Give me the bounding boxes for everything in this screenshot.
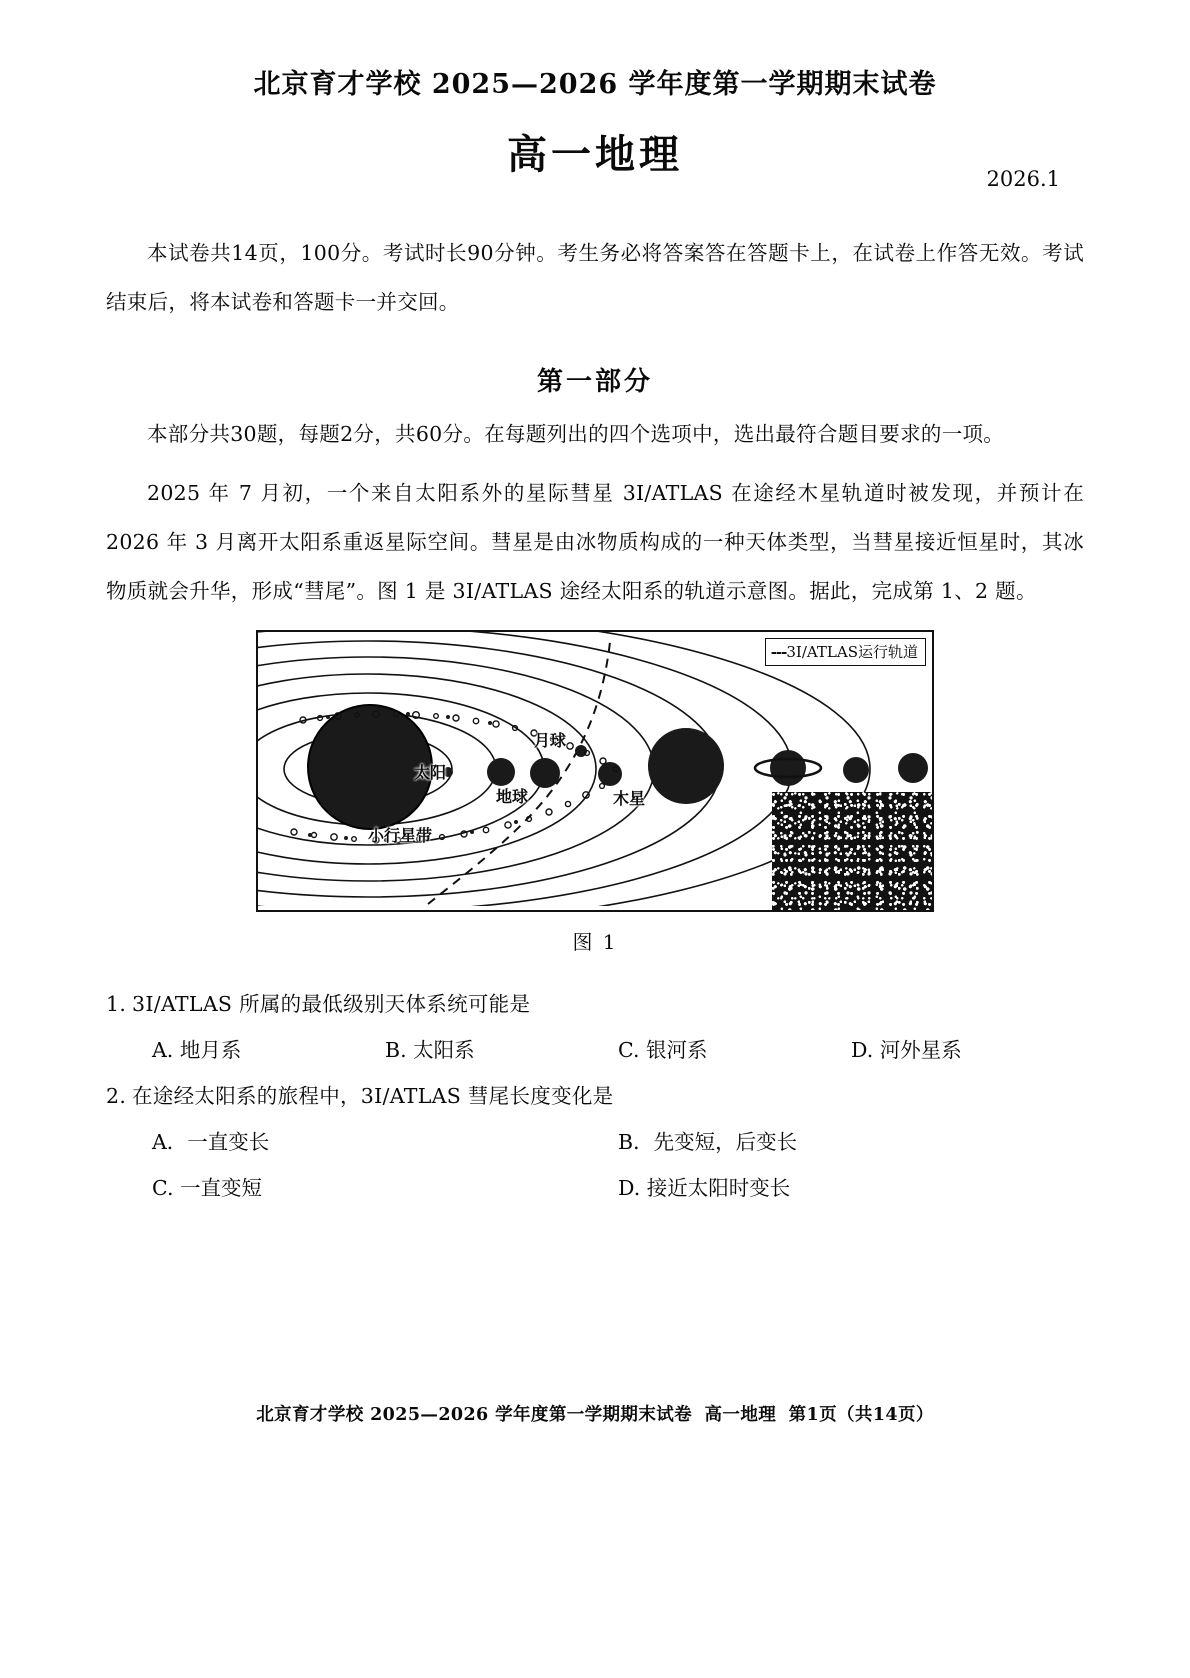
section-heading: 第一部分: [536, 367, 653, 397]
exam-date: 2026.1: [986, 167, 1060, 191]
figure-label-earth: 地球: [496, 787, 529, 806]
page-title: 北京育才学校 2025—2026 学年度第一学期期末试卷: [253, 69, 937, 100]
question-2: [106, 1073, 1084, 1211]
figure-1: [106, 630, 1084, 955]
figure-label-asteroid-belt: 小行星带: [368, 826, 433, 845]
footer-subject: 高一地理: [704, 1405, 777, 1425]
question-2-option-a[interactable]: A．一直变长: [152, 1130, 270, 1154]
question-2-number: 2.: [106, 1084, 127, 1108]
question-1-options: [106, 1027, 1084, 1073]
question-1: [106, 981, 1084, 1073]
question-1-number: 1.: [106, 992, 127, 1016]
planet-mars: [598, 762, 622, 786]
page-footer: [0, 1401, 1190, 1426]
question-2-option-c[interactable]: C. 一直变短: [152, 1176, 262, 1200]
legend-dash-icon: ---: [770, 643, 787, 661]
subject-title: 高一地理: [507, 131, 683, 178]
exam-body: [106, 229, 1084, 1211]
planet-saturn: [755, 750, 821, 786]
figure-legend: [765, 638, 926, 666]
figure-label-moon: 月球: [534, 731, 567, 750]
question-1-text: 3I/ATLAS 所属的最低级别天体系统可能是: [132, 992, 531, 1016]
figure-frame: [256, 630, 934, 912]
figure-caption: 图 1: [572, 930, 618, 954]
planet-venus: [487, 758, 515, 786]
planet-earth: [530, 758, 560, 788]
figure-label-sun: 太阳: [414, 763, 447, 782]
section-directions: 本部分共30题，每题2分，共60分。在每题列出的四个选项中，选出最符合题目要求的一项。: [147, 422, 1005, 446]
planet-uranus: [843, 757, 869, 783]
legend-label: 3I/ATLAS运行轨道: [786, 643, 918, 661]
figure-label-jupiter: 木星: [613, 789, 646, 808]
question-2-options-row-1: [106, 1119, 1084, 1165]
question-1-option-b[interactable]: B. 太阳系: [385, 1038, 475, 1062]
dark-space-block: [772, 792, 932, 910]
footer-page-number: 第1页（共14页）: [788, 1405, 934, 1425]
question-1-option-d[interactable]: D. 河外星系: [851, 1038, 962, 1062]
question-2-options-row-2: [106, 1165, 1084, 1211]
footer-exam-name: 北京育才学校 2025—2026 学年度第一学期期末试卷: [256, 1405, 693, 1425]
planet-jupiter: [648, 728, 724, 804]
instructions-paragraph: 本试卷共14页，100分。考试时长90分钟。考生务必将答案答在答题卡上，在试卷上作答无效。考试结束后，将本试卷和答题卡一并交回。: [106, 241, 1084, 314]
question-2-text: 在途经太阳系的旅程中，3I/ATLAS 彗尾长度变化是: [132, 1084, 614, 1108]
planet-neptune: [898, 753, 928, 783]
question-1-option-c[interactable]: C. 银河系: [618, 1038, 708, 1062]
question-1-option-a[interactable]: A. 地月系: [152, 1038, 242, 1062]
question-2-stem-row: [106, 1073, 1084, 1119]
question-list: [106, 981, 1084, 1211]
subject-row: [0, 131, 1190, 193]
passage-text: 2025 年 7 月初，一个来自太阳系外的星际彗星 3I/ATLAS 在途经木星轨道时被发现，并预计在 2026 年 3 月离开太阳系重返星际空间。彗星是由冰物质构成的一种天体类型，当彗星接近恒星时，其冰物质就会升华，形成“彗尾”。图 1 是 3I/ATLAS 途经太阳系的轨道示意图。据此，完成第 1、2 题。: [106, 481, 1084, 603]
question-2-option-d[interactable]: D. 接近太阳时变长: [618, 1176, 791, 1200]
question-2-option-b[interactable]: B．先变短，后变长: [618, 1130, 798, 1154]
question-1-stem-row: [106, 981, 1084, 1027]
